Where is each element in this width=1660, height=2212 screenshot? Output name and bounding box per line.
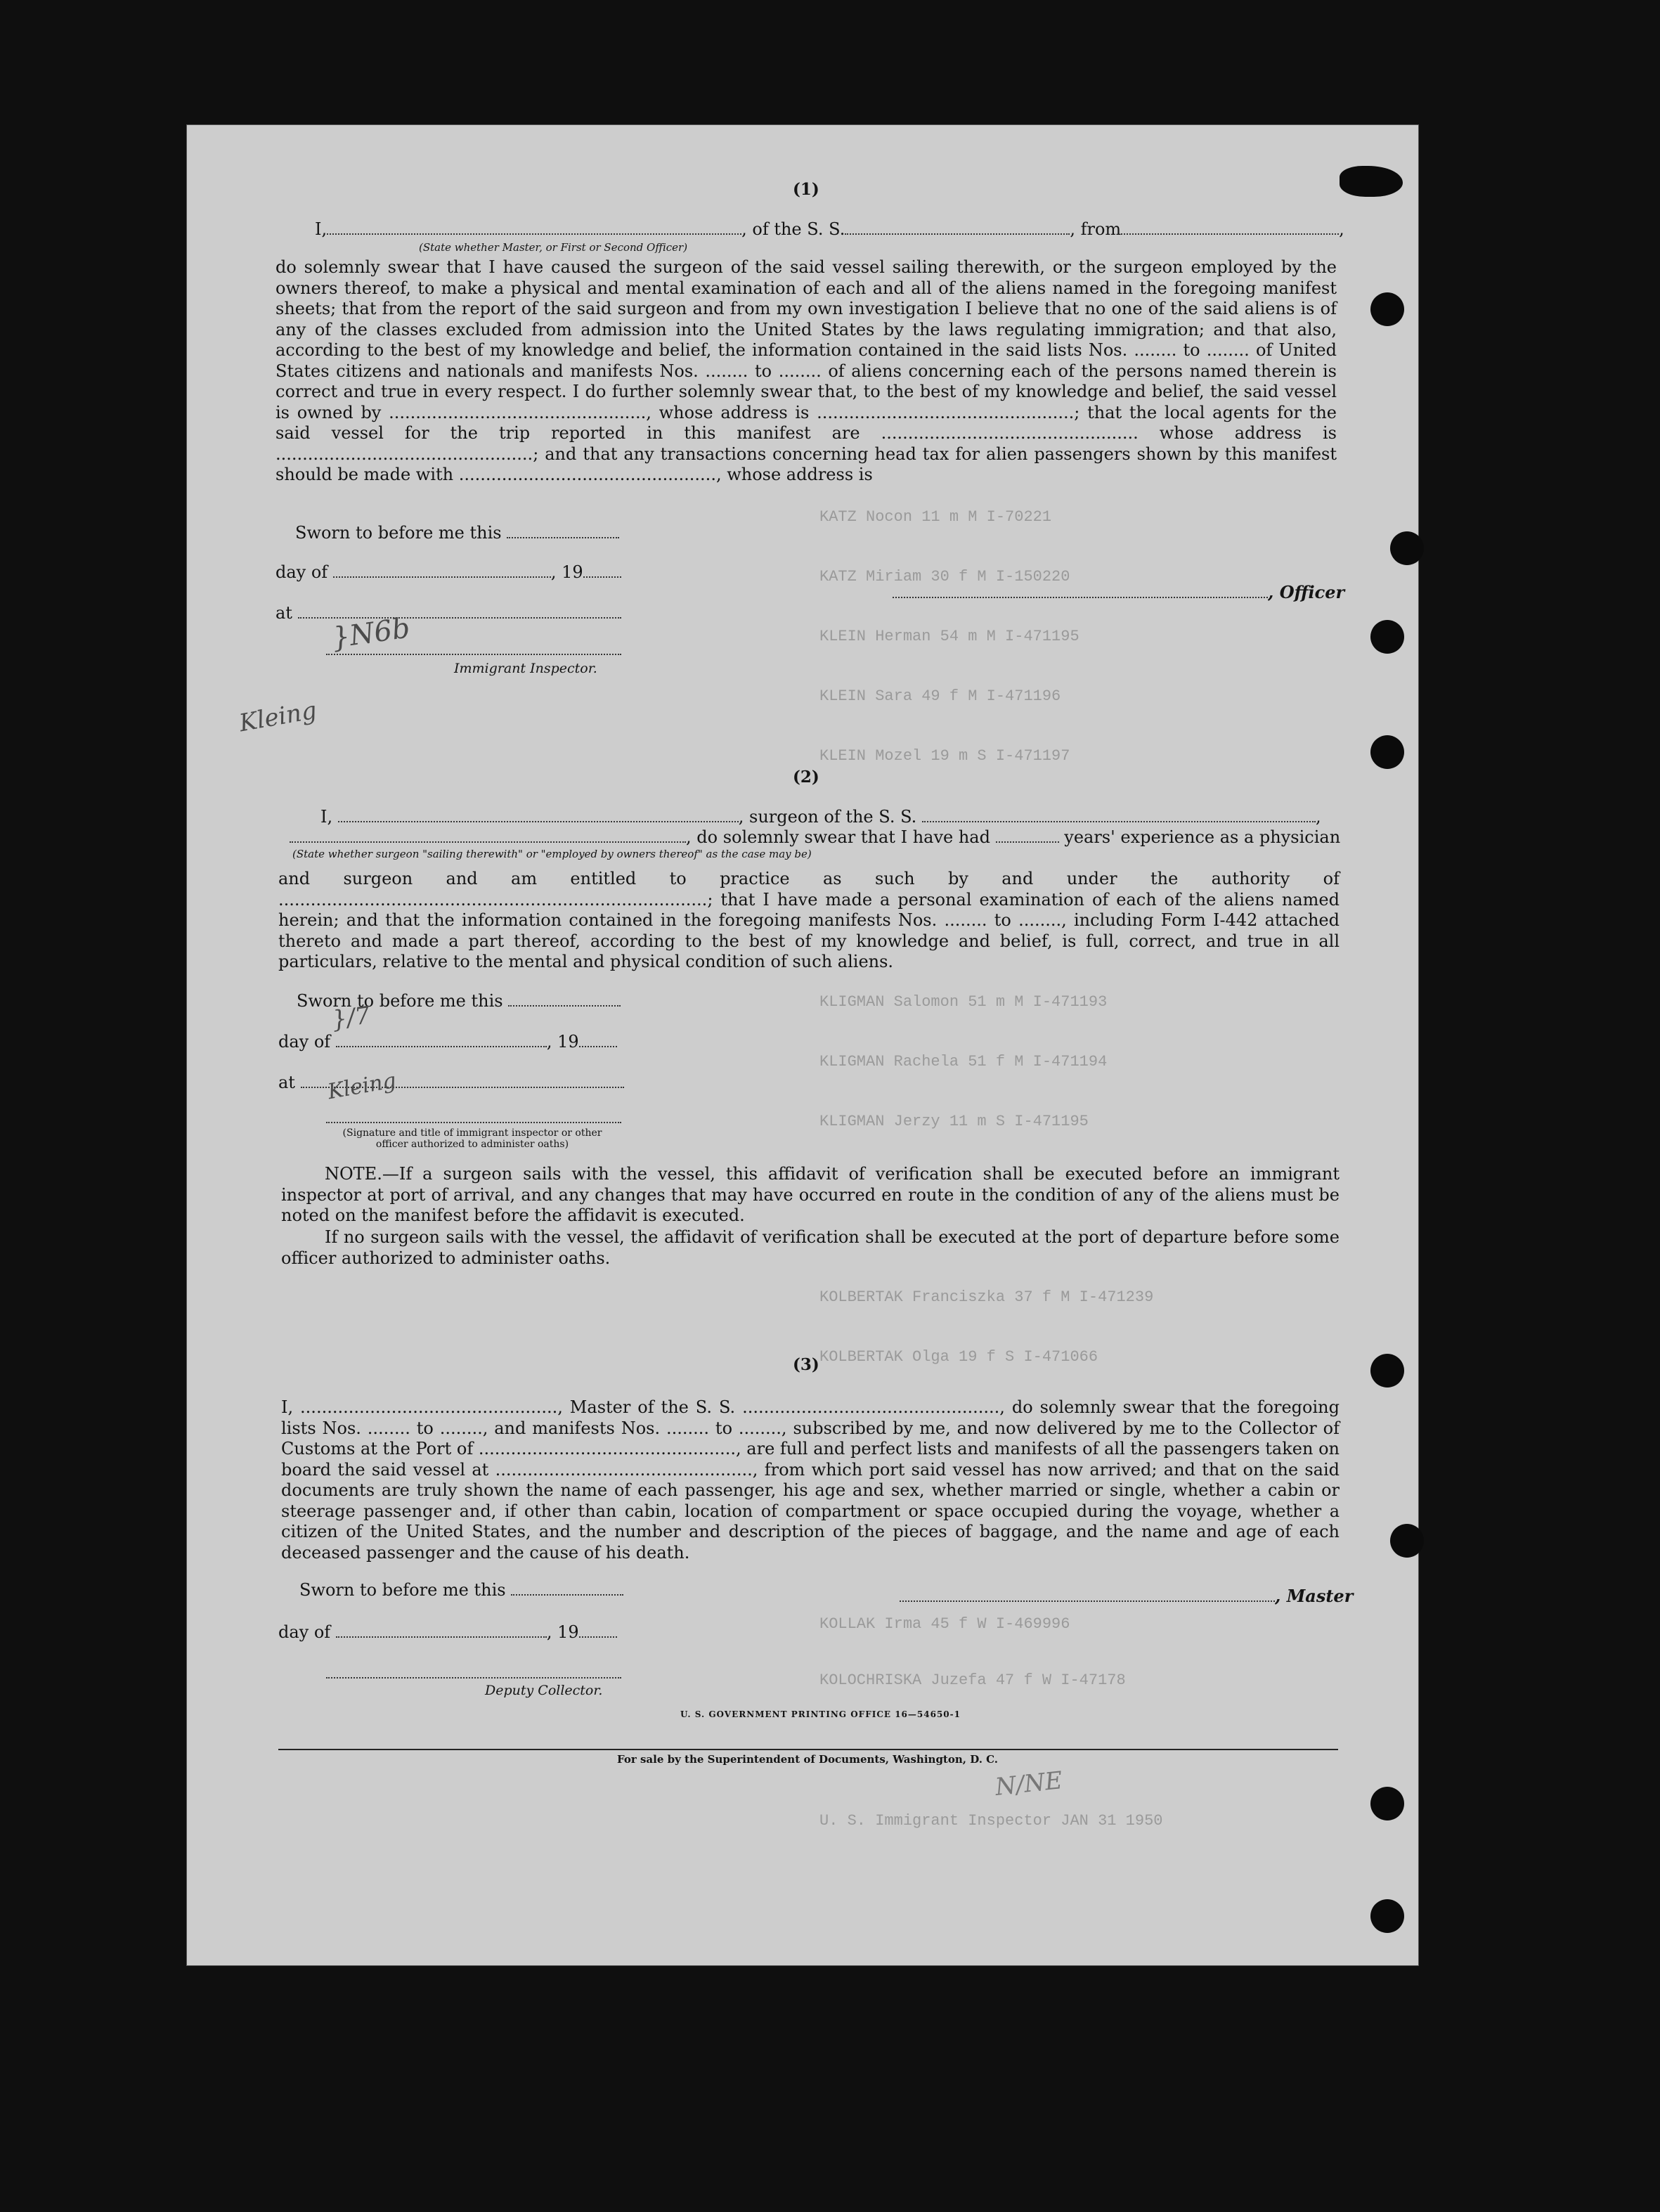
bleed-through-text: KOLBERTAK Olga 19 f S I-471066 [819,1348,1098,1366]
note-no-surgeon: If no surgeon sails with the vessel, the affidavit of verification shall be executed at the port of departure before some officer authorized to administer oaths. [281,1227,1340,1268]
surgeon-line: I, , surgeon of the S. S. , [320,807,1321,827]
officer-signature-line: , Officer [893,582,1344,603]
section-number: (3) [793,1355,819,1374]
label-I: I, [315,219,328,239]
handwritten-signature: Kleing [237,696,319,738]
bleed-through-text: KLIGMAN Rachela 51 f M I-471194 [819,1053,1108,1071]
section2-oath-text: and surgeon and am entitled to practice as such by and under the authority of ................................................................................; that I have made a personal examination of each of the aliens named herein; and that the information contained in the foregoing manifests Nos. ........ to ........, including Form I-442 attached thereto and made a part thereof, according to the best of my knowledge and belief, is full, correct, and true in all particulars, relative to the mental and physical condition of such aliens. [278,869,1340,971]
bleed-through-text: KOLBERTAK Franciszka 37 f M I-471239 [819,1288,1154,1306]
bleed-through-text: KLEIN Herman 54 m M I-471195 [819,628,1079,645]
punch-hole [1370,292,1404,326]
immigrant-inspector-label: Immigrant Inspector. [454,661,597,676]
bleed-through-text: KOLOCHRISKA Juzefa 47 f W I-47178 [819,1671,1126,1689]
day-of-line: day of , 19 [278,1622,617,1643]
bleed-through-text: U. S. Immigrant Inspector JAN 31 1950 [819,1812,1163,1830]
bleed-through-text: KATZ Miriam 30 f M I-150220 [819,568,1070,586]
manifest-page [187,125,1418,1965]
punch-hole [1370,620,1404,654]
bleed-through-text: KLIGMAN Salomon 51 m M I-471193 [819,993,1108,1011]
day-of-line: day of , 19 [275,562,621,583]
footer-rule [278,1749,1338,1750]
punch-hole [1390,1524,1424,1558]
handwritten-mark: N/NE [994,1766,1064,1802]
sworn-line: Sworn to before me this [297,991,621,1011]
section-number: (2) [793,768,819,787]
bleed-through-text: KLIGMAN Jerzy 11 m S I-471195 [819,1113,1089,1130]
section-number: (1) [793,180,819,199]
deputy-collector-label: Deputy Collector. [485,1683,603,1698]
punch-hole [1370,1354,1404,1388]
signature-rule [326,1122,621,1123]
label-of-ss: , of the S. S. [741,219,845,239]
handwritten-signature: Kleing [325,1068,398,1105]
sworn-line: Sworn to before me this [295,523,619,543]
signature-rule [326,654,621,655]
ink-blot [1340,166,1403,197]
bleed-through-text: KATZ Nocon 11 m M I-70221 [819,508,1052,526]
label-from: , from [1070,219,1122,239]
at-line: at [278,1073,624,1093]
punch-hole [1370,735,1404,769]
printer-imprint: U. S. GOVERNMENT PRINTING OFFICE 16—54650-1 [680,1709,961,1719]
at-line: at [275,603,621,623]
footer-text: For sale by the Superintendent of Documents, Washington, D. C. [617,1753,999,1766]
bleed-through-text: KOLLAK Irma 45 f W I-469996 [819,1615,1070,1633]
officer-caption: (State whether Master, or First or Second Officer) [419,241,688,254]
punch-hole [1370,1899,1404,1933]
punch-hole [1390,531,1424,565]
handwritten-signature: }/7 [330,1001,372,1035]
note-surgeon-sails: NOTE.—If a surgeon sails with the vessel, this affidavit of verification shall be executed before an immigrant inspector at port of arrival, and any changes that may have occurred en route in the condition of any of the aliens must be noted on the manifest before the affidavit is executed. [281,1164,1340,1225]
day-of-line: day of , 19 [278,1032,617,1052]
bleed-through-text: KLEIN Sara 49 f M I-471196 [819,687,1061,705]
experience-line: , do solemnly swear that I have had years' experience as a physician [290,827,1340,848]
section1-oath-text: do solemnly swear that I have caused the surgeon of the said vessel sailing therewith, or the surgeon employed by the owners thereof, to make a physical and mental examination of each and all of the aliens named in the foregoing manifest sheets; that from the report of the said surgeon and from my own investigation I believe that no one of the said aliens is of any of the classes excluded from admission into the United States by the laws regulating immigration; and that also, according to the best of my knowledge and belief, the information contained in the said lists Nos. ........ to ........ of United States citizens and nationals and manifests Nos. ........ to ........ of aliens concerning each of the persons named therein is correct and true in every respect. I do further solemnly swear that, to the best of my knowledge and belief, the said vessel is owned by ................................................, whose address is ................................................; that the local agents for the said vessel for the trip reported in this manifest are ................................................ whose address is ................................................; and that any transactions concerning head tax for alien passengers shown by this manifest should be made with ................................................, whose address is [275,257,1337,484]
punch-hole [1370,1787,1404,1820]
surgeon-caption: (State whether surgeon "sailing therewith" or "employed by owners thereof" as the case may be) [292,848,812,860]
handwritten-signature: }N6b [330,612,413,655]
master-signature-line: , Master [900,1586,1353,1607]
section1-first-line: I, , of the S. S. , from , [315,219,1344,239]
signature-caption: (Signature and title of immigrant inspector or other officer authorized to administer oaths) [342,1127,602,1150]
sworn-line: Sworn to before me this [299,1580,623,1600]
signature-rule [326,1677,621,1679]
section3-oath-text: I, ................................................, Master of the S. S. ................................................, do solemnly swear that the foregoing lists Nos. ........ to ........, and manifests Nos. ........ to ........, subscribed by me, and now delivered by me to the Collector of Customs at the Port of ................................................, are full and perfect lists and manifests of all the passengers taken on board the said vessel at ................................................, from which port said vessel has now arrived; and that on the said documents are truly shown the name of each passenger, his age and sex, whether married or single, whether a cabin or steerage passenger and, if other than cabin, location of compartment or space occupied during the voyage, whether a citizen of the United States, and the number and description of the pieces of baggage, and the name and age of each deceased passenger and the cause of his death. [281,1397,1340,1563]
bleed-through-text: KLEIN Mozel 19 m S I-471197 [819,747,1070,765]
